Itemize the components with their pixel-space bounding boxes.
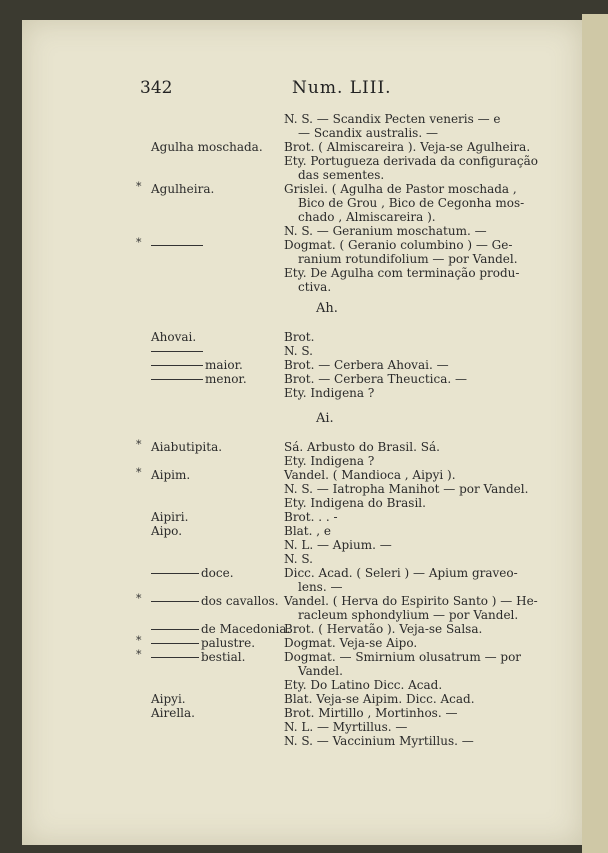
headword-text: Aipo. xyxy=(151,524,183,538)
asterisk-mark: * xyxy=(136,648,142,661)
headword-line xyxy=(151,182,214,196)
definition-line: Sá. Arbusto do Brasil. Sá. xyxy=(284,440,440,454)
headword-line xyxy=(151,344,205,358)
definition-line: chado , Almiscareira ). xyxy=(298,210,436,224)
definition-line: ctiva. xyxy=(298,280,332,294)
headword-text: de Macedonia. xyxy=(201,622,291,636)
definition-line: Brot. . . - xyxy=(284,510,338,524)
definition-line: N. L. — Myrtillus. — xyxy=(284,720,408,734)
definition-line: Dicc. Acad. ( Seleri ) — Apium graveo- xyxy=(284,566,518,580)
asterisk-mark: * xyxy=(136,634,142,647)
headword-text: Ahovai. xyxy=(151,330,197,344)
headword-line xyxy=(151,594,279,608)
repeat-dash xyxy=(151,643,199,644)
headword-line xyxy=(151,706,195,720)
headword-line xyxy=(151,468,190,482)
page-number: 342 xyxy=(140,78,173,98)
headword-text: Aipim. xyxy=(151,468,191,482)
repeat-dash xyxy=(151,379,203,380)
headword-line xyxy=(151,524,182,538)
headword-text: Agulha moschada. xyxy=(151,140,263,154)
definition-line: Vandel. xyxy=(298,664,343,678)
headword-line xyxy=(151,440,222,454)
asterisk-mark: * xyxy=(136,466,142,479)
definition-line: Grislei. ( Agulha de Pastor moschada , xyxy=(284,182,517,196)
definition-line: Dogmat. ( Geranio columbino ) — Ge- xyxy=(284,238,513,252)
headword-line xyxy=(151,622,290,636)
definition-line: N. S. — Geranium moschatum. — xyxy=(284,224,487,238)
definition-line: das sementes. xyxy=(298,168,385,182)
book-spine xyxy=(582,14,608,853)
definition-line: Blat. Veja-se Aipim. Dicc. Acad. xyxy=(284,692,475,706)
asterisk-mark: * xyxy=(136,438,142,451)
repeat-dash xyxy=(151,365,203,366)
headword-line xyxy=(151,510,188,524)
definition-line: N. L. — Apium. — xyxy=(284,538,392,552)
headword-text: Aiabutipita. xyxy=(151,440,223,454)
repeat-dash xyxy=(151,629,199,630)
headword-line xyxy=(151,636,255,650)
definition-line: — Scandix australis. — xyxy=(298,126,438,140)
headword-line xyxy=(151,650,245,664)
page-title: Num. LIII. xyxy=(292,78,392,98)
definition-line: N. S. xyxy=(284,344,313,358)
definition-line: Ety. Indigena do Brasil. xyxy=(284,496,426,510)
headword-line xyxy=(151,566,234,580)
definition-line: lens. — xyxy=(298,580,343,594)
definition-line: N. S. — Iatropha Manihot — por Vandel. xyxy=(284,482,529,496)
asterisk-mark: * xyxy=(136,592,142,605)
definition-line: ranium rotundifolium — por Vandel. xyxy=(298,252,518,266)
asterisk-mark: * xyxy=(136,236,142,249)
headword-text: maior. xyxy=(205,358,243,372)
definition-line: Dogmat. — Smirnium olusatrum — por xyxy=(284,650,522,664)
definition-line: Ety. Portugueza derivada da configuração xyxy=(284,154,538,168)
definition-line: Brot. xyxy=(284,330,315,344)
headword-line xyxy=(151,238,205,252)
definition-line: Ety. Indigena ? xyxy=(284,454,375,468)
repeat-dash xyxy=(151,657,199,658)
definition-line: Brot. ( Hervatão ). Veja-se Salsa. xyxy=(284,622,483,636)
asterisk-mark: * xyxy=(136,180,142,193)
headword-text: palustre. xyxy=(201,636,256,650)
definition-line: Ety. Indigena ? xyxy=(284,386,375,400)
repeat-dash xyxy=(151,351,203,352)
definition-line: racleum sphondylium — por Vandel. xyxy=(298,608,519,622)
headword-line xyxy=(151,692,186,706)
definition-line: Brot. — Cerbera Theuctica. — xyxy=(284,372,467,386)
definition-line: Brot. — Cerbera Ahovai. — xyxy=(284,358,449,372)
headword-text: bestial. xyxy=(201,650,246,664)
definition-line: Ety. Do Latino Dicc. Acad. xyxy=(284,678,443,692)
headword-text: dos cavallos. xyxy=(201,594,279,608)
definition-line: N. S. — Scandix Pecten veneris — e xyxy=(284,112,501,126)
headword-line xyxy=(151,358,243,372)
headword-text: Airella. xyxy=(151,706,195,720)
repeat-dash xyxy=(151,601,199,602)
section-heading: Ah. xyxy=(316,301,338,316)
headword-text: doce. xyxy=(201,566,234,580)
headword-text: Agulheira. xyxy=(151,182,215,196)
headword-text: menor. xyxy=(205,372,247,386)
definition-line: N. S. xyxy=(284,552,313,566)
definition-line: Bico de Grou , Bico de Cegonha mos- xyxy=(298,196,525,210)
section-heading: Ai. xyxy=(316,411,334,426)
definition-line: Blat. , e xyxy=(284,524,331,538)
headword-text: Aipyi. xyxy=(151,692,186,706)
definition-line: N. S. — Vaccinium Myrtillus. — xyxy=(284,734,474,748)
definition-line: Vandel. ( Herva do Espirito Santo ) — He- xyxy=(284,594,538,608)
definition-line: Brot. ( Almiscareira ). Veja-se Agulheira. xyxy=(284,140,531,154)
repeat-dash xyxy=(151,245,203,246)
headword-text: Aipiri. xyxy=(151,510,189,524)
headword-line xyxy=(151,330,196,344)
headword-line xyxy=(151,140,263,154)
headword-line xyxy=(151,372,247,386)
definition-line: Brot. Mirtillo , Mortinhos. — xyxy=(284,706,458,720)
repeat-dash xyxy=(151,573,199,574)
definition-line: Dogmat. Veja-se Aipo. xyxy=(284,636,418,650)
definition-line: Ety. De Agulha com terminação produ- xyxy=(284,266,520,280)
definition-line: Vandel. ( Mandioca , Aipyi ). xyxy=(284,468,456,482)
